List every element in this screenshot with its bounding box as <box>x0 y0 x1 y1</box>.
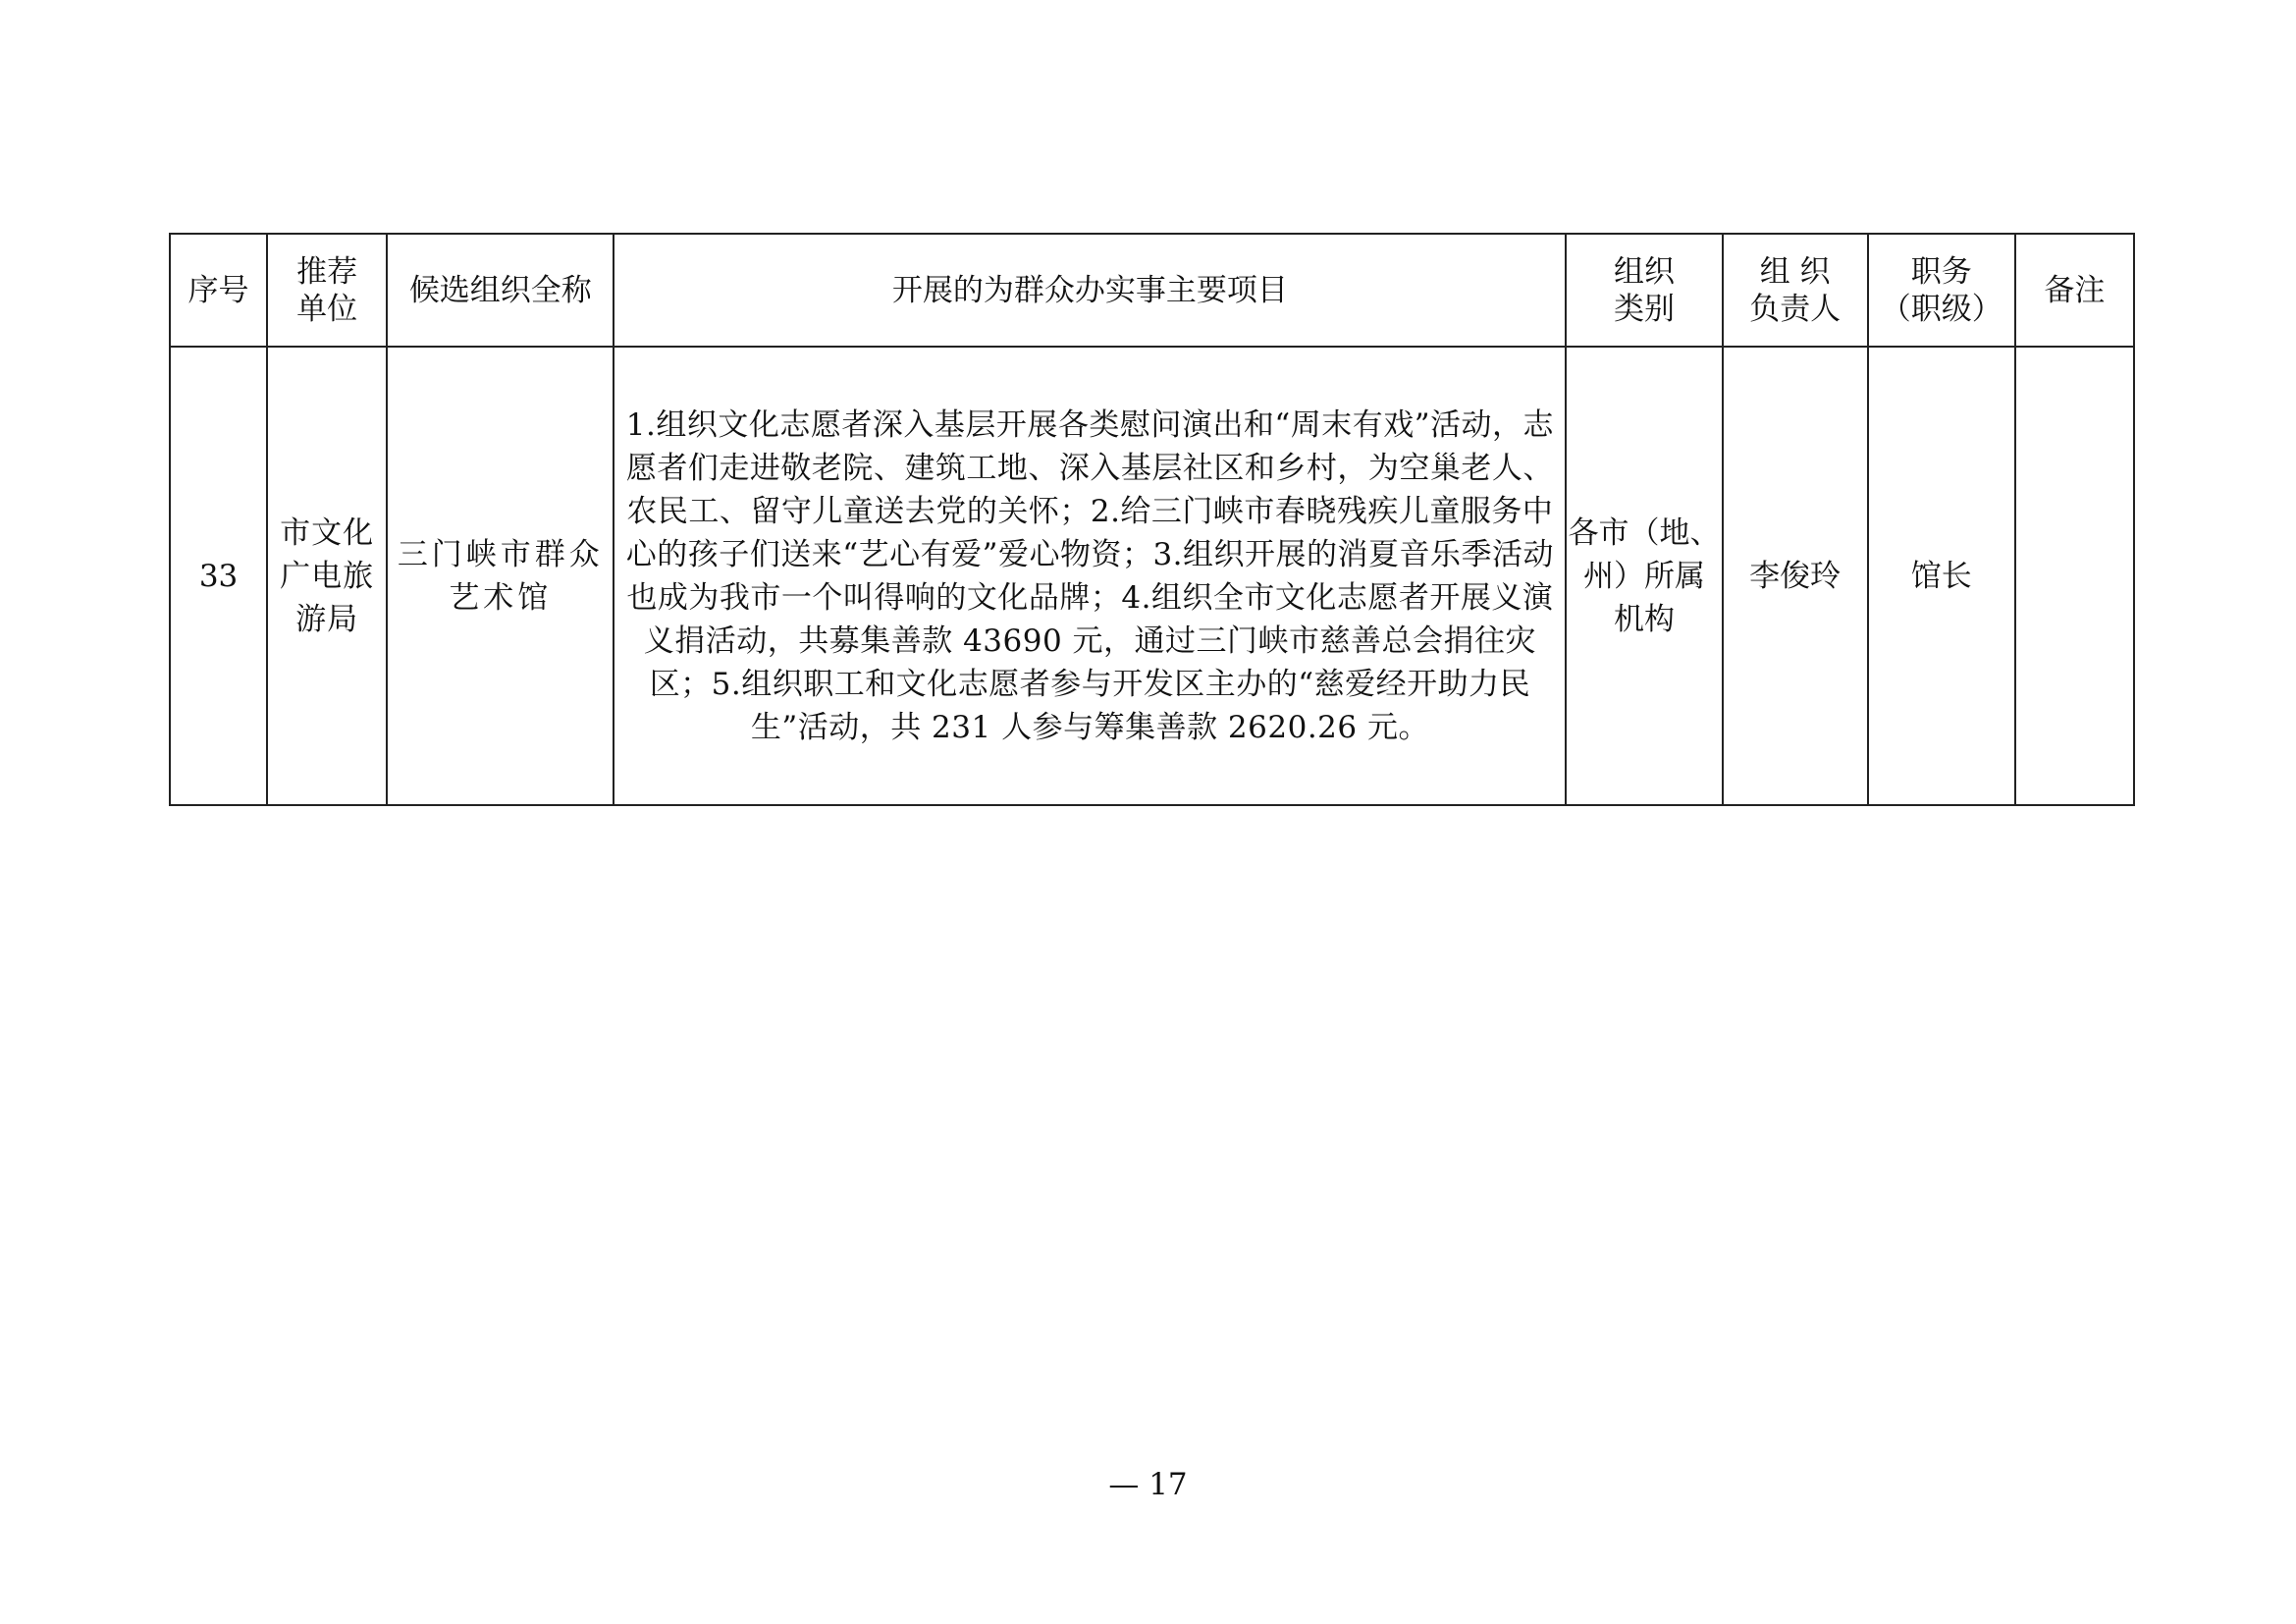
cell-recommending-unit: 市文化 广电旅 游局 <box>267 347 387 805</box>
cell-organization-category: 各市（地、 州）所属 机构 <box>1566 347 1722 805</box>
cell-organization-leader: 李俊玲 <box>1723 347 1868 805</box>
header-seq: 序号 <box>170 234 267 347</box>
header-main-projects: 开展的为群众办实事主要项目 <box>614 234 1566 347</box>
cell-organization-name: 三门峡市群众 艺术馆 <box>387 347 614 805</box>
header-remarks: 备注 <box>2015 234 2134 347</box>
header-recommending-unit: 推荐 单位 <box>267 234 387 347</box>
cell-seq: 33 <box>170 347 267 805</box>
header-position: 职务 （职级） <box>1868 234 2015 347</box>
header-organization-category: 组织 类别 <box>1566 234 1722 347</box>
candidate-table <box>169 233 2135 806</box>
table-row <box>170 347 2134 805</box>
table-header-row <box>170 234 2134 347</box>
cell-main-projects: 1.组织文化志愿者深入基层开展各类慰问演出和“周末有戏”活动，志愿者们走进敬老院、建筑工地、深入基层社区和乡村，为空巢老人、农民工、留守儿童送去党的关怀；2.给三门峡市春晓残疾儿童服务中心的孩子们送来“艺心有爱”爱心物资；3.组织开展的消夏音乐季活动也成为我市一个叫得响的文化品牌；4.组织全市文化志愿者开展义演义捐活动，共募集善款 43690 元，通过三门峡市慈善总会捐往灾区；5.组织职工和文化志愿者参与开发区主办的“慈爱经开助力民生”活动，共 231 人参与筹集善款 2620.26 元。 <box>614 347 1566 805</box>
page-number: — 17 <box>1108 1467 1188 1502</box>
cell-position: 馆长 <box>1868 347 2015 805</box>
header-organization-leader: 组 织 负责人 <box>1723 234 1868 347</box>
cell-remarks <box>2015 347 2134 805</box>
header-organization-name: 候选组织全称 <box>387 234 614 347</box>
